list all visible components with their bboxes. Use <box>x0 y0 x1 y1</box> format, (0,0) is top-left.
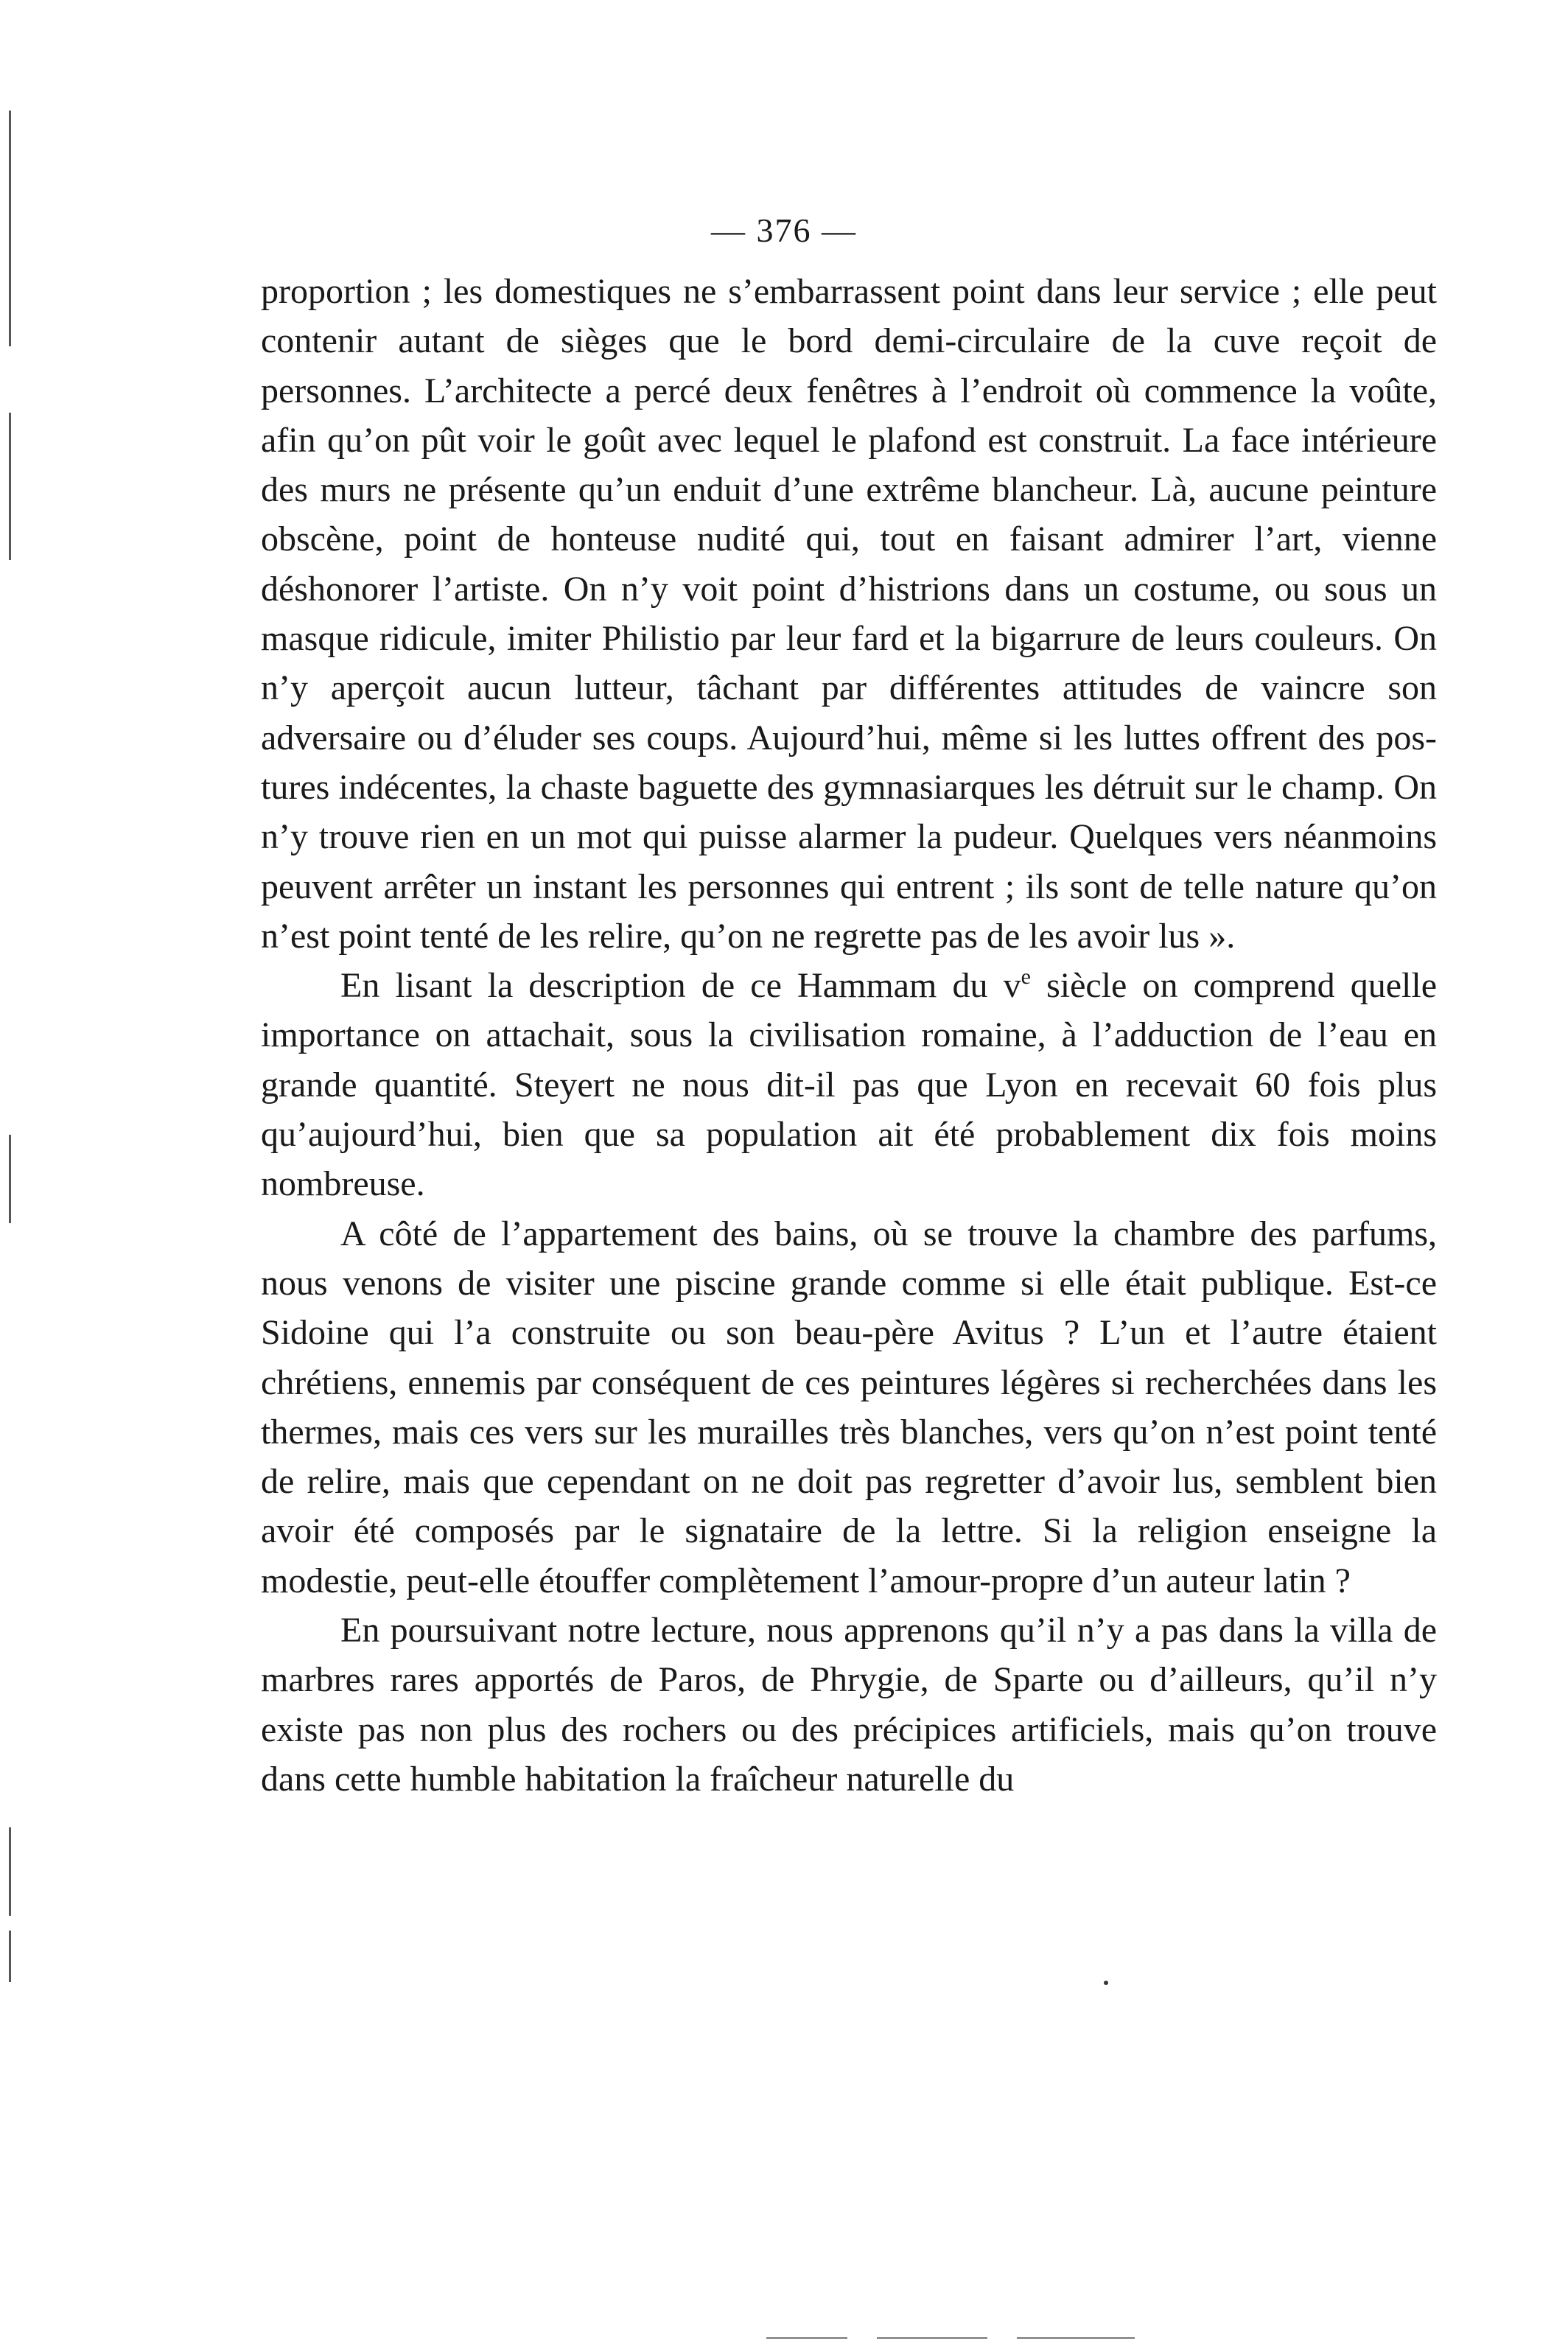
paragraph-continuation: proportion ; les domestiques ne s’embarrassent point dans leur service ; elle peut contenir autant de sièges que le bord demi-circulaire de la cuve reçoit de personnes. L’architecte a percé deux fenêtres à l’endroit où commence la voûte, afin qu’on pût voir le goût avec lequel le plafond est construit. La face intérieure des murs ne présente qu’un enduit d’une extrême blancheur. Là, aucune peinture obscène, point de honteuse nudité qui, tout en faisant admirer l’art, vienne déshonorer l’artiste. On n’y voit point d’histrions dans un costume, ou sous un masque ridicule, imiter Philistio par leur fard et la bigarrure de leurs couleurs. On n’y aperçoit aucun lutteur, tâchant par différentes attitudes de vaincre son adversaire ou d’éluder ses coups. Aujourd’hui, même si les luttes offrent des postures indécentes, la chaste baguette des gymnasiarques les détruit sur le champ. On n’y trouve rien en un mot qui puisse alarmer la pudeur. Quelques vers néanmoins peuvent arrêter un instant les personnes qui entrent ; ils sont de telle nature qu’on n’est point tenté de les relire, qu’on ne regrette pas de les avoir lus ». <box>261 272 1437 956</box>
century-superscript: e <box>1021 965 1031 990</box>
scan-speck <box>1104 1981 1108 1985</box>
scan-bottom-edge <box>1017 2337 1135 2339</box>
scan-bottom-edge <box>877 2337 987 2339</box>
scan-bottom-edge <box>766 2337 847 2339</box>
scan-binding-edge <box>9 413 11 560</box>
paragraph-lecture: En poursuivant notre lecture, nous apprenons qu’il n’y a pas dans la villa de marbres rares apportés de Paros, de Phrygie, de Sparte ou d’ailleurs, qu’il n’y existe pas non plus des rochers ou des précipices artificiels, mais qu’on trouve dans cette humble habitation la fraîcheur naturelle du <box>261 1611 1437 1799</box>
paragraph-hammam-end: siècle on comprend quelle importance on attachait, sous la civilisation romaine, à l’adduction de l’eau en grande quantité. Steyert ne nous dit-il pas que Lyon en recevait 60 fois plus qu’aujourd’hui, bien que sa population ait été probablement dix fois moins nombreuse. <box>261 966 1437 1204</box>
body-text <box>261 267 1437 1804</box>
scan-binding-edge <box>9 1931 11 1982</box>
paragraph-bains: A côté de l’appartement des bains, où se trouve la chambre des parfums, nous venons de visiter une piscine grande comme si elle était publique. Est-ce Sidoine qui l’a construite ou son beau-père Avitus ? L’un et l’autre étaient chrétiens, ennemis par conséquent de ces peintures légères si recherchées dans les thermes, mais ces vers sur les murailles très blanches, vers qu’on n’est point tenté de relire, mais que cependant on ne doit pas regretter d’avoir lus, semblent bien avoir été composés par le signataire de la lettre. Si la religion enseigne la modestie, peut-elle étouffer complètement l’amour-propre d’un auteur latin ? <box>261 1214 1437 1600</box>
scan-binding-edge <box>9 1135 11 1223</box>
scan-binding-edge <box>9 1827 11 1916</box>
paragraph-hammam-start: En lisant la description de ce Hammam du v <box>340 966 1021 1006</box>
page-number: — 376 — <box>711 211 857 249</box>
paragraph-hammam <box>261 961 1437 1208</box>
